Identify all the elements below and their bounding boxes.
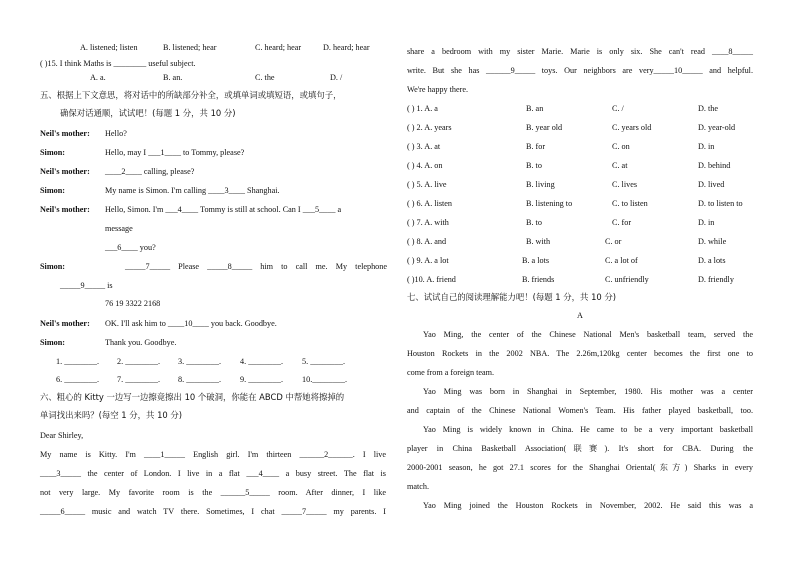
cloze-option-d: D. the	[698, 104, 719, 113]
dialogue-line: _____7_____ Please _____8_____ him to call me. My telephone	[125, 262, 387, 271]
passage-line: 2000-2001 season, he got 27.1 scores for the Shanghai Oriental(东方) Sharks in every	[407, 463, 753, 472]
dialogue-line: OK. I'll ask him to ____10____ you back. Goodbye.	[105, 319, 277, 328]
cloze-option-d: D. year-old	[698, 123, 736, 132]
cloze-option-b: B. a lots	[522, 256, 550, 265]
q15-option-d: D. /	[330, 73, 343, 82]
letter-greeting: Dear Shirley,	[40, 431, 84, 440]
dialogue-speaker: Simon:	[40, 338, 66, 347]
cloze-option-c: C. to listen	[612, 199, 648, 208]
q15-option-a: A. a.	[90, 73, 106, 82]
passage-label: A	[577, 311, 583, 320]
cloze-option-d: D. in	[698, 218, 715, 227]
cloze-option-c: C. unfriendly	[605, 275, 649, 284]
passage-line: Yao Ming, the center of the Chinese National Men's basketball team, served the	[423, 330, 753, 339]
cloze-option-b: B. listening to	[526, 199, 573, 208]
cloze-stem: ( ) 9. A. a lot	[407, 256, 449, 265]
section7-title: 七、试试自己的阅读理解能力吧！(每题 1 分，共 10 分)	[407, 292, 617, 302]
cloze-stem: ( )10. A. friend	[407, 275, 456, 284]
dialogue-speaker: Neil's mother:	[40, 319, 90, 328]
dialogue-speaker: Neil's mother:	[40, 167, 90, 176]
answer-blank[interactable]: 7. ________.	[117, 375, 160, 384]
cloze-option-d: D. in	[698, 142, 715, 151]
answer-blank[interactable]: 5. ________.	[302, 357, 345, 366]
letter-line: share a bedroom with my sister Marie. Marie is only six. She can't read ____8_____	[407, 47, 753, 56]
cloze-option-c: C. years old	[612, 123, 652, 132]
cloze-option-d: D. while	[698, 237, 727, 246]
cloze-option-b: B. to	[526, 161, 542, 170]
passage-line: Houston Rockets in the 2002 NBA. The 2.26m,120kg center becomes the first one to	[407, 349, 753, 358]
cloze-option-c: C. for	[612, 218, 632, 227]
letter-line: write. But she has ______9_____ toys. Our neighbors are very_____10_____ and helpful.	[407, 66, 753, 75]
cloze-stem: ( ) 2. A. years	[407, 123, 452, 132]
cloze-option-c: C. on	[612, 142, 630, 151]
cloze-option-c: C. lives	[612, 180, 638, 189]
letter-line: _____6_____ music and watch TV there. Sometimes, I chat _____7_____ my parents. I	[40, 507, 386, 516]
cloze-option-c: C. at	[612, 161, 628, 170]
cloze-option-b: B. living	[526, 180, 555, 189]
dialogue-line: message	[105, 224, 133, 233]
section5-title: 五、根据上下文意思，将对话中的所缺部分补全，或填单词或填短语，或填句子，	[40, 90, 342, 100]
cloze-option-b: B. friends	[522, 275, 555, 284]
cloze-option-b: B. with	[526, 237, 551, 246]
dialogue-line: 76 19 3322 2168	[105, 299, 161, 308]
answer-blank[interactable]: 1. ________.	[56, 357, 99, 366]
q14-option-d: D. heard; hear	[323, 43, 370, 52]
answer-blank[interactable]: 9. ________.	[240, 375, 283, 384]
dialogue-line: My name is Simon. I'm calling ____3____ Shanghai.	[105, 186, 280, 195]
letter-line: My name is Kitty. I'm ____1_____ English girl. I'm thirteen ______2______. I live	[40, 450, 386, 459]
dialogue-line: ___6____ you?	[105, 243, 156, 252]
cloze-option-b: B. for	[526, 142, 546, 151]
dialogue-line: _____9_____ is	[60, 281, 113, 290]
q15-stem: ( )15. I think Maths is ________ useful subject.	[40, 59, 196, 68]
dialogue-line: Hello?	[105, 129, 127, 138]
passage-line: match.	[407, 482, 430, 491]
answer-blank[interactable]: 2. ________.	[117, 357, 160, 366]
answer-blank[interactable]: 6. ________.	[56, 375, 99, 384]
cloze-option-b: B. an	[526, 104, 544, 113]
letter-line: ____3_____ the center of London. I live in a flat ___4____ a busy street. The flat is	[40, 469, 386, 478]
passage-line: Yao Ming is widely known in China. He came to be a very important basketball	[423, 425, 753, 434]
section5-title-line2: 确保对话通顺，试试吧！(每题 1 分，共 10 分)	[60, 108, 236, 118]
cloze-option-d: D. behind	[698, 161, 731, 170]
cloze-option-c: C. /	[612, 104, 624, 113]
cloze-option-b: B. year old	[526, 123, 563, 132]
answer-blank[interactable]: 10.________.	[302, 375, 348, 384]
cloze-option-d: D. to listen to	[698, 199, 743, 208]
letter-line: not very large. My favorite room is the ______5_____ room. After dinner, I like	[40, 488, 386, 497]
cloze-option-c: C. or	[605, 237, 622, 246]
cloze-option-c: C. a lot of	[605, 256, 638, 265]
answer-blank[interactable]: 8. ________.	[178, 375, 221, 384]
passage-line: Yao Ming joined the Houston Rockets in November, 2002. He said this was a	[423, 501, 753, 510]
cloze-stem: ( ) 5. A. live	[407, 180, 447, 189]
q15-option-b: B. an.	[163, 73, 183, 82]
cloze-stem: ( ) 4. A. on	[407, 161, 443, 170]
passage-line: come from a foreign team.	[407, 368, 495, 377]
q15-option-c: C. the	[255, 73, 275, 82]
cloze-stem: ( ) 8. A. and	[407, 237, 447, 246]
answer-blank[interactable]: 4. ________.	[240, 357, 283, 366]
section6-title-line2: 单词找出来吗？(每空 1 分，共 10 分)	[40, 410, 183, 420]
dialogue-line: Hello, may I ___1____ to Tommy, please?	[105, 148, 245, 157]
cloze-option-d: D. lived	[698, 180, 725, 189]
passage-line: and captain of the Chinese National Women's Team. His father played basketball, too.	[407, 406, 753, 415]
dialogue-line: Thank you. Goodbye.	[105, 338, 177, 347]
dialogue-speaker: Neil's mother:	[40, 129, 90, 138]
q14-option-b: B. listened; hear	[163, 43, 217, 52]
q14-option-c: C. heard; hear	[255, 43, 302, 52]
dialogue-line: Hello, Simon. I'm ___4____ Tommy is still at school. Can I ___5____ a	[105, 205, 342, 214]
dialogue-speaker: Neil's mother:	[40, 205, 90, 214]
cloze-stem: ( ) 7. A. with	[407, 218, 449, 227]
cloze-option-d: D. friendly	[698, 275, 734, 284]
cloze-option-d: D. a lots	[698, 256, 726, 265]
dialogue-speaker: Simon:	[40, 186, 66, 195]
cloze-stem: ( ) 6. A. listen	[407, 199, 453, 208]
section6-title: 六、粗心的 Kitty 一边写一边擦竟擦出 10 个破洞，你能在 ABCD 中帮她将擦掉的	[40, 392, 345, 402]
dialogue-speaker: Simon:	[40, 262, 66, 271]
dialogue-speaker: Simon:	[40, 148, 66, 157]
cloze-stem: ( ) 1. A. a	[407, 104, 438, 113]
q14-option-a: A. listened; listen	[80, 43, 138, 52]
answer-blank[interactable]: 3. ________.	[178, 357, 221, 366]
cloze-stem: ( ) 3. A. at	[407, 142, 441, 151]
passage-line: Yao Ming was born in Shanghai in September, 1980. His mother was a center	[423, 387, 753, 396]
cloze-option-b: B. to	[526, 218, 542, 227]
letter-line: We're happy there.	[407, 85, 469, 94]
dialogue-line: ____2____ calling, please?	[105, 167, 195, 176]
passage-line: player in China Basketball Association(联赛). It's short for CBA. During the	[407, 444, 753, 453]
